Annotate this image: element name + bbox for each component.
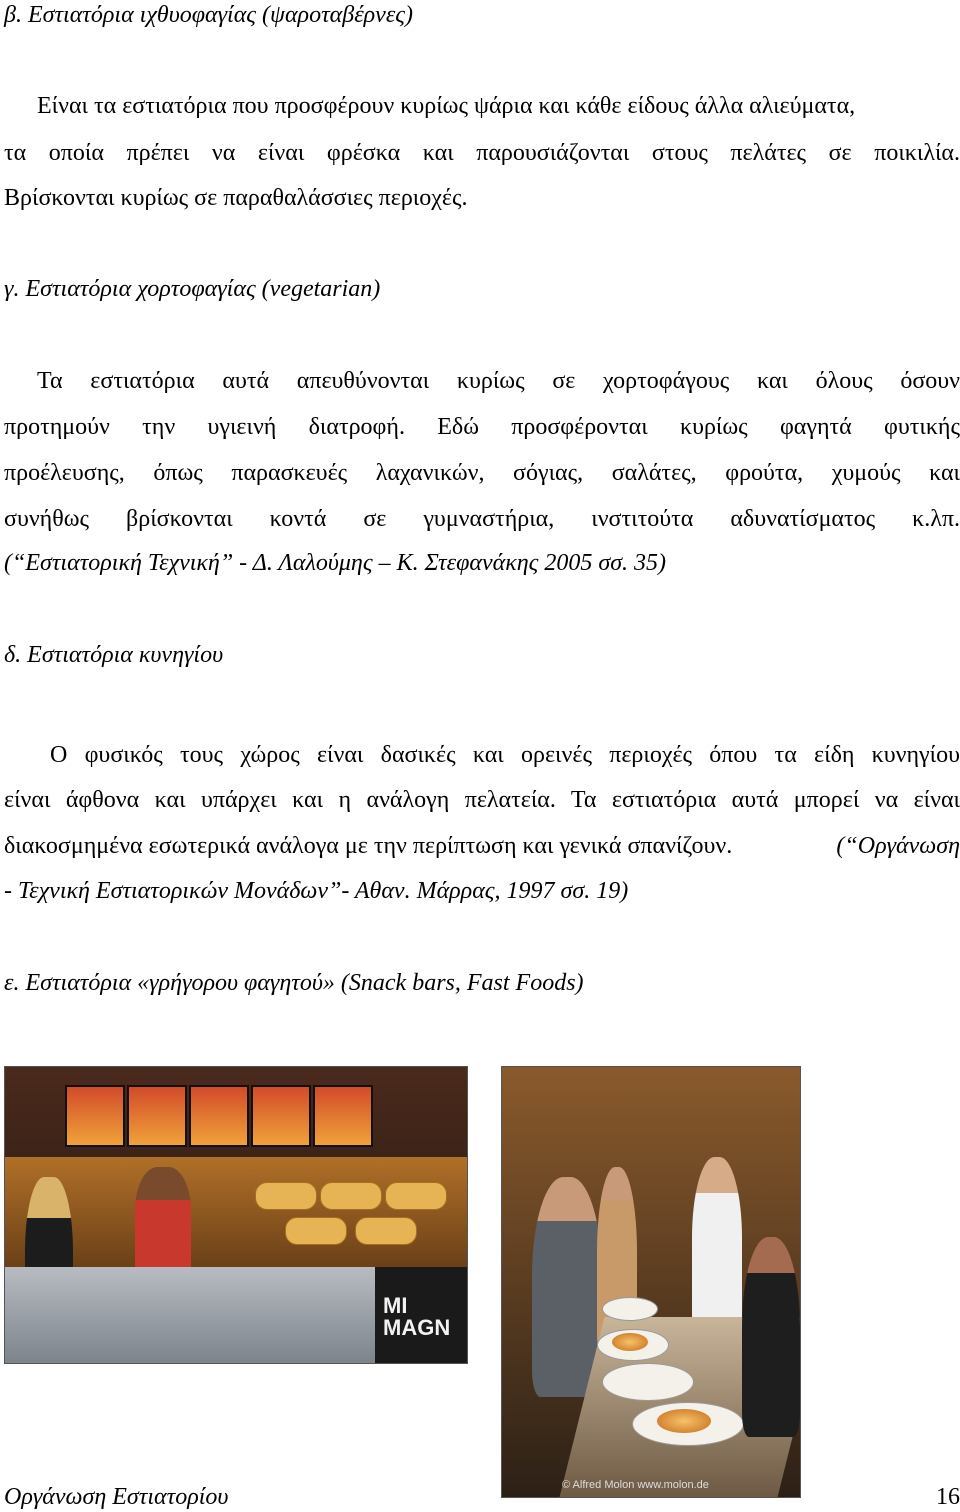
paragraph-line: είναι άφθονα και υπάρχει και η ανάλογη πελατεία. Τα εστιατόρια αυτά μπορεί να είναι [4,787,960,813]
paragraph-line: συνήθως βρίσκονται κοντά σε γυμναστήρια, ινστιτούτα αδυνατίσματος κ.λπ. [4,506,960,532]
paragraph-line: τα οποία πρέπει να είναι φρέσκα και παρουσιάζονται στους πελάτες σε ποικιλία. [4,140,960,166]
buffet-line-photo [501,1066,801,1498]
section-heading-game: δ. Εστιατόρια κυνηγίου [4,642,224,668]
paragraph-line: προτημούν την υγιεινή διατροφή. Εδώ προσφέρονται κυρίως φαγητά φυτικής [4,414,960,440]
store-sign: MI MAGN [375,1267,467,1363]
paragraph-line: Είναι τα εστιατόρια που προσφέρουν κυρίως ψάρια και κάθε είδους άλλα αλιεύματα, [37,93,856,119]
paragraph-line [4,831,960,861]
page-number: 16 [936,1484,960,1510]
paragraph-line: Βρίσκονται κυρίως σε παραθαλάσσιες περιοχές. [4,185,468,211]
citation: (“Εστιατορική Τεχνική” - Δ. Λαλούμης – Κ. Στεφανάκης 2005 σσ. 35) [4,550,667,576]
photo-credit: © Alfred Molon www.molon.de [562,1479,709,1491]
citation: (“Οργάνωση [836,833,960,859]
paragraph-line: προέλευσης, όπως παρασκευές λαχανικών, σόγιας, σαλάτες, φρούτα, χυμούς και [4,460,960,486]
section-heading-fish: β. Εστιατόρια ιχθυοφαγίας (ψαροταβέρνες) [4,2,414,28]
paragraph-text: διακοσμημένα εσωτερικά ανάλογα με την περίπτωση και γενικά σπανίζουν. [4,833,733,859]
fast-food-counter-photo [4,1066,468,1364]
footer-title: Οργάνωση Εστιατορίου [4,1484,229,1510]
section-heading-fast-food: ε. Εστιατόρια «γρήγορου φαγητού» (Snack bars, Fast Foods) [4,970,584,996]
section-heading-vegetarian: γ. Εστιατόρια χορτοφαγίας (vegetarian) [4,276,381,302]
paragraph-line: Ο φυσικός τους χώρος είναι δασικές και ορεινές περιοχές όπου τα είδη κυνηγίου [50,742,960,768]
citation: - Τεχνική Εστιατορικών Μονάδων”- Αθαν. Μάρρας, 1997 σσ. 19) [4,878,629,904]
paragraph-line: Τα εστιατόρια αυτά απευθύνονται κυρίως σε χορτοφάγους και όλους όσουν [37,368,960,394]
